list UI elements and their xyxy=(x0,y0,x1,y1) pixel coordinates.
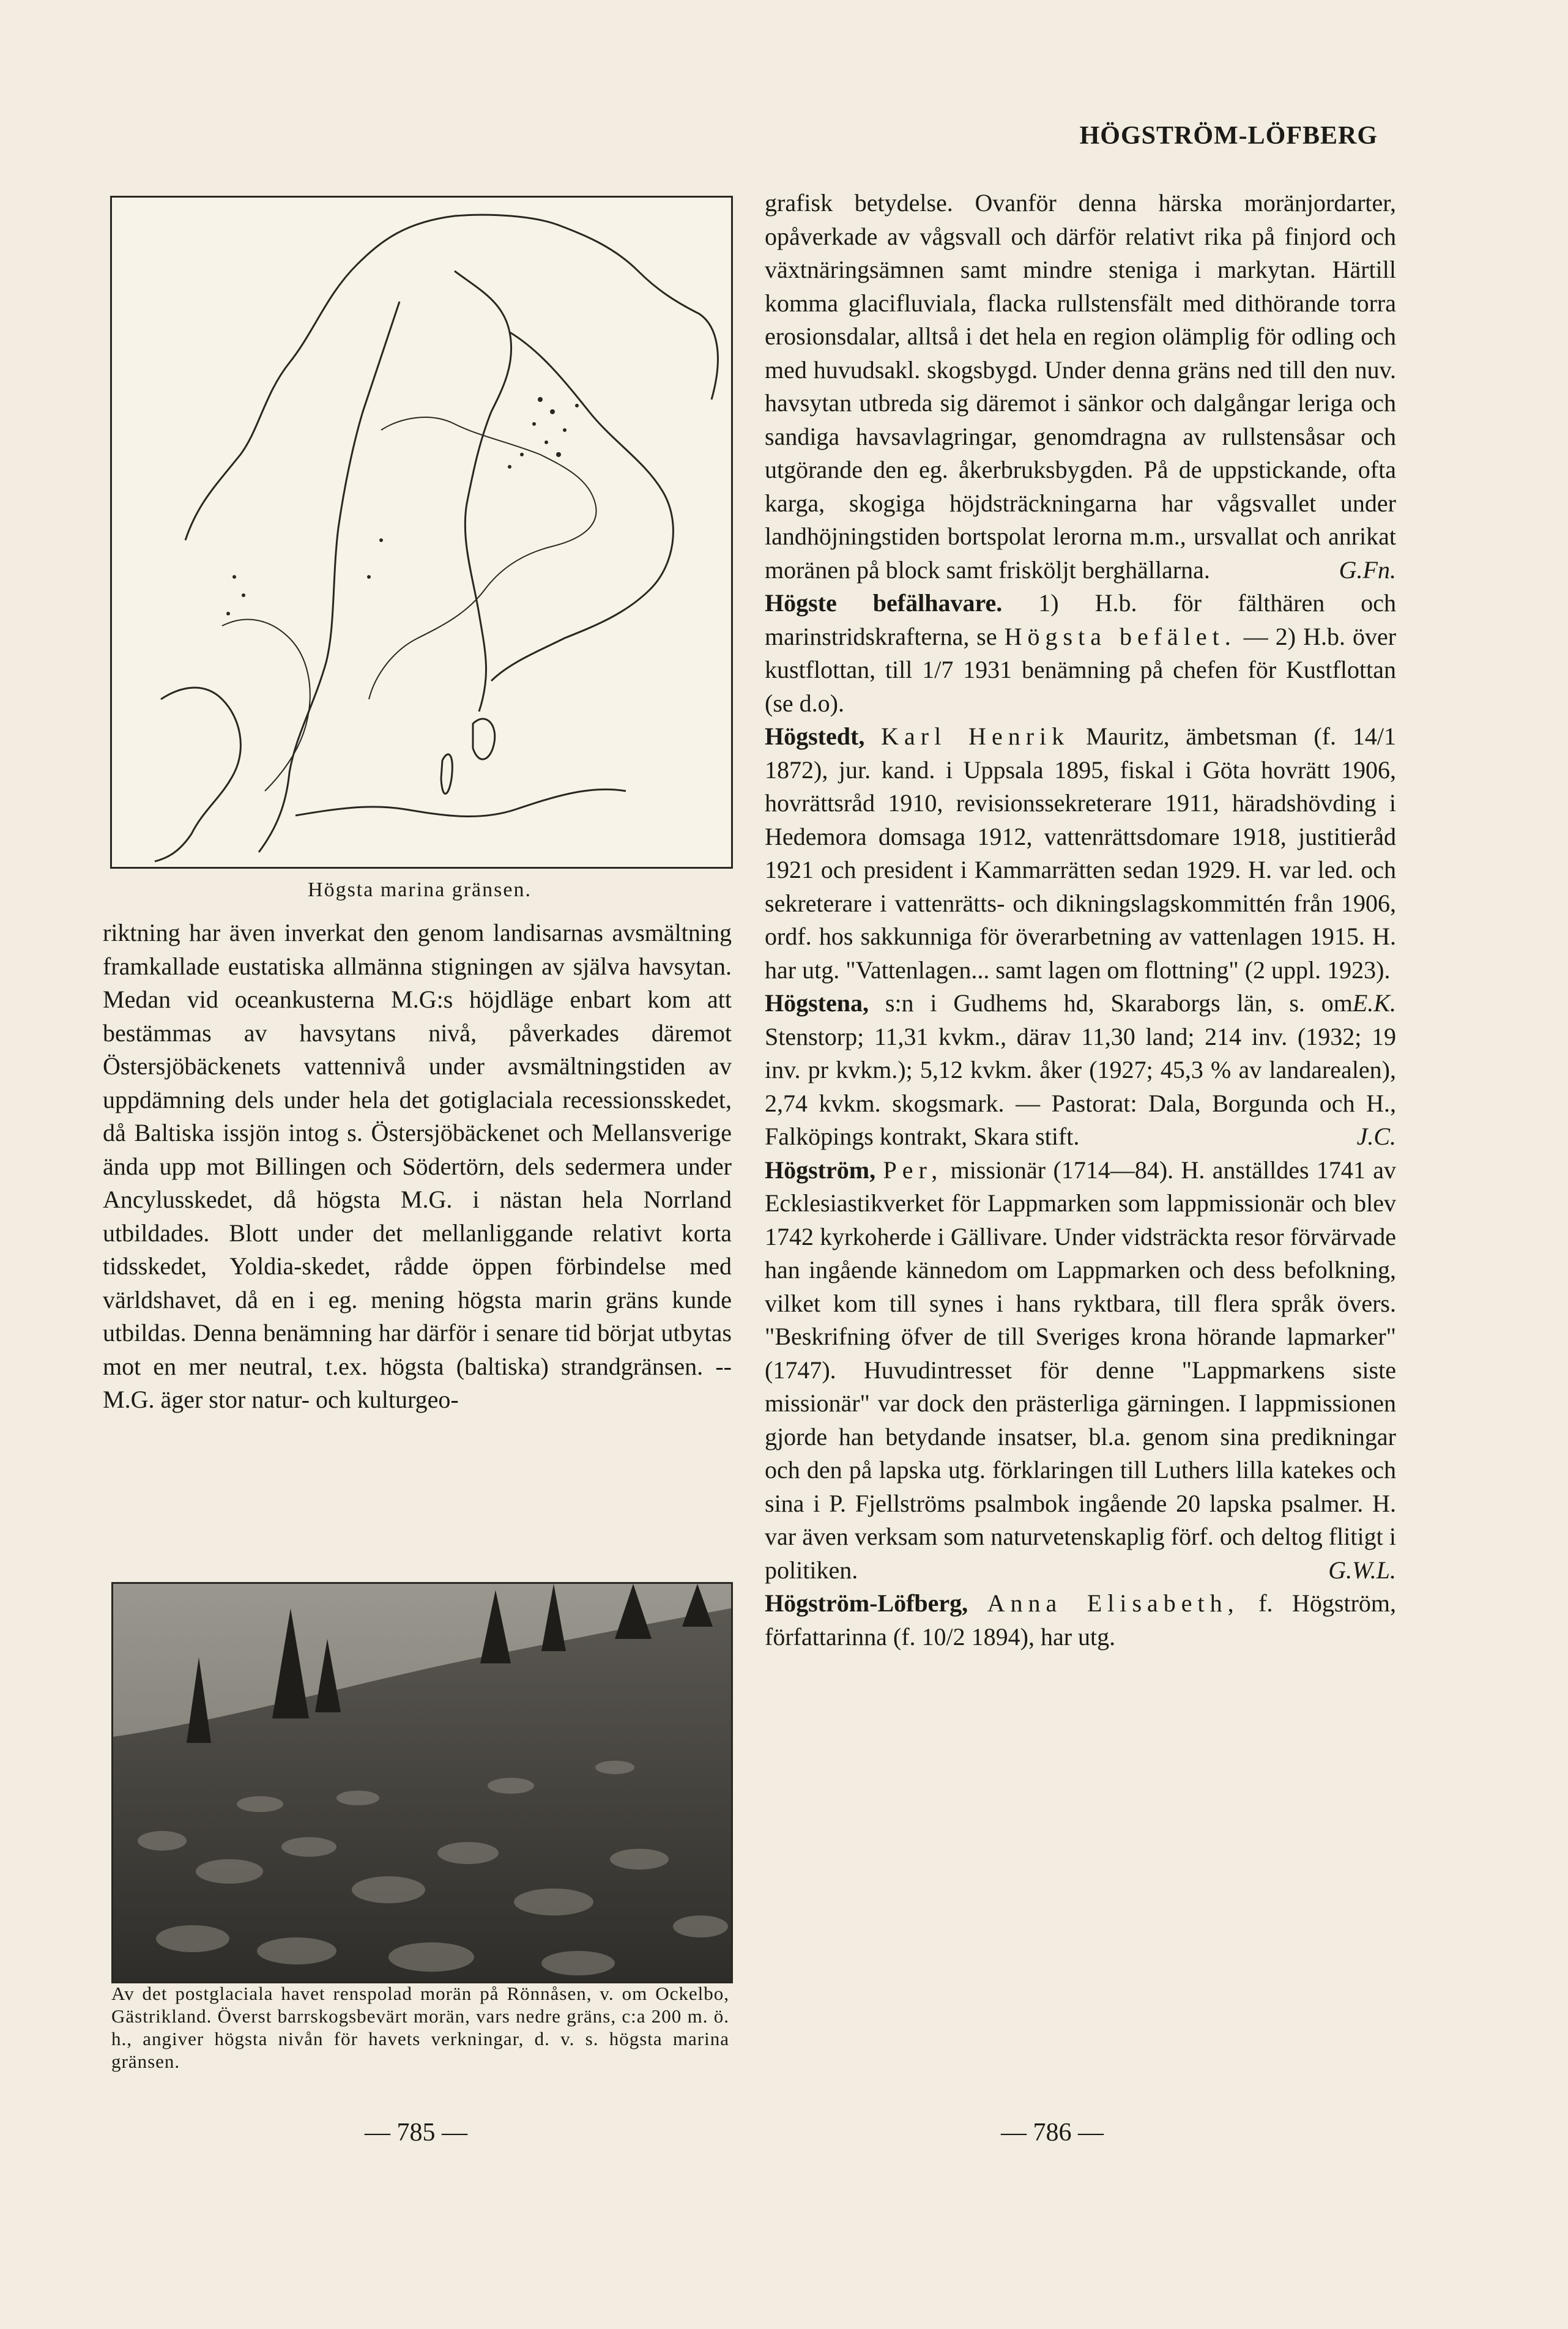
entry-text: grafisk betydelse. Ovanför denna härska moränjordarter, opåverkade av vågsvall och därför relativt rika på finjord och växtnäringsämnen samt mindre steniga i markytan. Härtill komma glacifluviala, flacka rullstensfält med dithörande torra erosionsdalar, alltså i det hela en region olämplig för odling och med huvudsakl. skogsbygd. Under denna gräns ned till den nuv. havsytan utbreda sig däremot i sänkor och dalgångar leriga och sandiga havsavlagringar, genomdragna av rullstensåsar och utgörande den eg. åkerbruksbygden. På de uppstickande, ofta karga, skogiga höjdsträckningarna har vågsvallet under landhöjningstiden bortspolat lerorna m.m., ursvallat och anrikat moränen på block samt frisköljt berghällarna. xyxy=(765,189,1396,584)
moraine-photo-image xyxy=(113,1584,731,1982)
spaced-name: Anna Elisabeth, xyxy=(987,1589,1239,1617)
entry-text: missionär (1714—84). H. anställdes 1741 av Ecklesiastikverket för Lappmarken som lappmissionär och blev 1742 kyrkoherde i Gällivare. Under vidsträckta resor förvärvade han ingående kännedom om Lappmarken och dess befolkning, vilket kom till synes i hans ryktbara, till flera språk övers. "Beskrifning öfver de till Sveriges krona hörande lapmarker" (1747). Huvudintresset för denne "Lappmarkens siste missionär" var dock den prästerliga gärningen. I lappmissionen gjorde han betydande insatser, bl.a. genom sina predikningar och den på lapska utg. förklaringen till Luthers lilla katekes och sina i P. Fjellströms psalmbok ingående 20 lapska psalmer. H. var även verksam som naturvetenskaplig förf. och deltog flitigt i politiken. xyxy=(765,1156,1397,1584)
entry-hogste-befalhavare xyxy=(765,587,1396,720)
headword: Högstedt, xyxy=(765,722,865,750)
headword: Högström, xyxy=(765,1156,876,1184)
highest-shoreline-west xyxy=(222,620,310,791)
signature: G.W.L. xyxy=(1328,1556,1396,1584)
spaced-name: Per, xyxy=(883,1156,943,1184)
coastline-norway xyxy=(185,215,718,540)
coastline-denmark xyxy=(155,688,240,861)
body-paragraph: riktning har även inverkat den genom landisarnas avsmältning framkallade eustatiska allmänna stigningen av själva havsytan. Medan vid oceankusterna M.G:s höjdläge enbart kom att bestämmas av havsytans nivå, påverkades däremot Östersjöbäckenets vattennivå under avsmältningstiden av uppdämning dels under hela det gotiglaciala recessionsskedet, då Baltiska issjön intog s. Östersjöbäckenet och Mellansverige ända upp mot Billingen och Södertörn, dels sedermera under Ancylusskedet, då högsta M.G. i nästan hela Norrland utbildades. Blott under det mellanliggande relativt korta tidsskedet, Yoldia-skedet, rådde öppen förbindelse med världshavet, då en i eg. mening högsta marin gräns kunde utbildas. Denna benämning har därför i senare tid börjat utbytas mot en mer neutral, t.ex. högsta (baltiska) strandgränsen. -- M.G. äger stor natur- och kulturgeo- xyxy=(103,919,732,1413)
headword: Högstena, xyxy=(765,989,869,1017)
entry-text: s:n i Gudhems hd, Skaraborgs län, s. om Stenstorp; 11,31 kvkm., därav 11,30 land; 214 inv. (1932; 19 inv. pr kvkm.); 5,12 kvkm. åker (1927; 45,3 % av landarealen), 2,74 kvkm. skogsmark. — Pastorat: Dala, Borgunda och H., Falköpings kontrakt, Skara stift. xyxy=(765,989,1396,1150)
coastline-baltic-south xyxy=(295,789,626,816)
entry-text: 1) H.b. för fälthären och marinstridskrafterna, se xyxy=(765,589,1397,650)
map-figure xyxy=(110,196,733,869)
right-column xyxy=(765,187,1396,1654)
entry-text: — 2) H.b. över kustflottan, till 1/7 1931 benämning på chefen för Kustflottan (se d.o). xyxy=(765,622,1397,717)
signature: E.K. xyxy=(1352,989,1396,1017)
map-caption: Högsta marina gränsen. xyxy=(308,878,532,901)
running-head: HÖGSTRÖM-LÖFBERG xyxy=(1079,122,1378,150)
entry-hogstrom xyxy=(765,1154,1396,1588)
signature: G.Fn. xyxy=(1339,555,1396,584)
entry-hogstrom-lofberg xyxy=(765,1587,1396,1654)
signature: J.C. xyxy=(1356,1123,1396,1150)
scandinavia-map-image xyxy=(112,198,731,867)
photo-figure xyxy=(111,1582,733,1983)
spaced-name: Karl Henrik xyxy=(881,722,1070,750)
coastline-sweden-gulf xyxy=(259,302,399,852)
island-gotland xyxy=(473,719,495,759)
entry-text: Mauritz, ämbetsman (f. 14/1 1872), jur. kand. i Uppsala 1895, fiskal i Göta hovrätt 1906, hovrättsråd 1910, revisionssekreterare 1911, häradshövding i Hedemora domsaga 1912, vattenrättsdomare 1918, justitieråd 1921 och president i Kammarrätten sedan 1929. H. var led. och sekreterare i vattenrätts- och dikningslagskommittén från 1906, ordf. hos sakkunniga för överarbetning av vattenlagen 1915. H. har utg. "Vattenlagen... samt lagen om flottning" (2 uppl. 1923). xyxy=(765,722,1396,984)
coastline-finland xyxy=(491,332,673,681)
entry-hogstena xyxy=(765,987,1396,1154)
page-number-left: — 785 — xyxy=(365,2119,467,2147)
page-number-right: — 786 — xyxy=(1001,2119,1104,2147)
highest-shoreline xyxy=(369,417,596,699)
entry-continuation xyxy=(765,187,1396,587)
coastline-bothnia xyxy=(455,271,511,711)
headword: Högström-Löfberg, xyxy=(765,1589,968,1617)
headword: Högste befälhavare. xyxy=(765,589,1003,617)
entry-text: f. Högström, författarinna (f. 10/2 1894), har utg. xyxy=(765,1589,1397,1651)
cross-reference: Högsta befälet. xyxy=(1004,622,1236,650)
island-oland xyxy=(441,754,452,793)
left-column xyxy=(103,916,732,1417)
photo-caption: Av det postglaciala havet renspolad morän på Rönnåsen, v. om Ockelbo, Gästrikland. Överst barrskogsbevärt morän, vars nedre gräns, c:a 200 m. ö. h., angiver högsta nivån för havets verkningar, d. v. s. högsta marina gränsen. xyxy=(111,1983,729,2072)
